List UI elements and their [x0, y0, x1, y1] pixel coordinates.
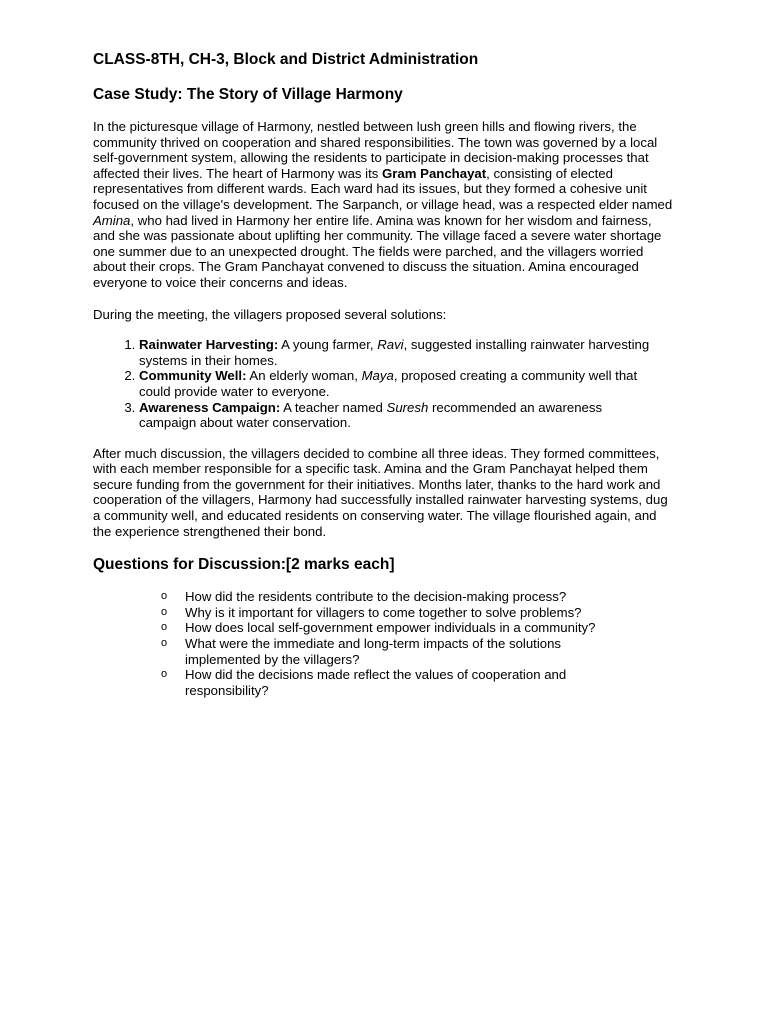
solution-item — [139, 400, 659, 431]
bullet-icon: o — [161, 621, 168, 634]
solution-text: , proposed creating a community well that could provide water to everyone. — [139, 368, 638, 399]
question-text: How did the decisions made reflect the values of cooperation and responsibility? — [185, 667, 567, 698]
questions-heading: Questions for Discussion:[2 marks each] — [93, 556, 395, 574]
solution-item — [139, 337, 659, 368]
solutions-list — [93, 337, 659, 431]
bullet-icon: o — [161, 668, 168, 681]
question-text: Why is it important for villagers to come together to solve problems? — [185, 604, 582, 620]
question-item — [161, 667, 635, 698]
question-item — [161, 620, 635, 636]
aftermath-paragraph: After much discussion, the villagers decided to combine all three ideas. They formed committees, with each member responsible for a specific task. Amina and the Gram Panchayat helped them secure funding from the government for their initiatives. Months later, thanks to the hard work and cooperation of the villagers, Harmony had successfully installed rainwater harvesting systems, dug a community well, and educated residents on conserving water. The village flourished again, and the experience strengthened their bond. — [93, 445, 668, 539]
intro-text-2: , consisting of elected representatives from different wards. Each ward had its issues, but they formed a cohesive unit focused on the village's development. The Sarpanch, or village head, was a respected elder named — [93, 165, 673, 212]
solution-label: Community Well: — [139, 368, 247, 384]
solution-item — [139, 368, 659, 399]
intro-italic-amina: Amina — [93, 212, 131, 228]
question-item — [161, 589, 635, 605]
solution-label: Rainwater Harvesting: — [139, 337, 279, 353]
question-text: How does local self-government empower individuals in a community? — [185, 620, 596, 636]
intro-text-1: In the picturesque village of Harmony, nestled between lush green hills and flowing rivers, the community thrived on cooperation and shared responsibilities. The town was governed by a local self-government system, allowing the residents to participate in decision-making processes that affected their lives. The heart of Harmony was its — [93, 119, 658, 181]
solution-text: A young farmer, — [278, 337, 378, 353]
intro-paragraph — [93, 119, 673, 291]
meeting-lead: During the meeting, the villagers proposed several solutions: — [93, 306, 447, 322]
solution-person: Suresh — [386, 399, 429, 415]
intro-text-3: , who had lived in Harmony her entire life. Amina was known for her wisdom and fairness, and she was passionate about uplifting her community. The village faced a severe water shortage one summer due to an unexpected drought. The fields were parched, and the villagers worried about their crops. The Gram Panchayat convened to discuss the situation. Amina encouraged everyone to voice their concerns and ideas. — [93, 212, 662, 290]
document-page — [93, 51, 683, 698]
bullet-icon: o — [161, 605, 168, 618]
question-item — [161, 636, 635, 667]
solution-text: recommended an awareness campaign about water conservation. — [139, 399, 603, 431]
solution-text: An elderly woman, — [246, 368, 362, 384]
questions-list — [93, 589, 635, 698]
solution-text: A teacher named — [280, 399, 387, 415]
question-text: How did the residents contribute to the decision-making process? — [185, 589, 567, 605]
solution-label: Awareness Campaign: — [139, 399, 281, 415]
solution-person: Maya — [361, 368, 394, 384]
document-title: CLASS-8TH, CH-3, Block and District Administration — [93, 51, 479, 68]
case-study-title: Case Study: The Story of Village Harmony — [93, 86, 403, 103]
question-text: What were the immediate and long-term impacts of the solutions implemented by the villagers? — [185, 636, 562, 667]
intro-bold-gram-panchayat: Gram Panchayat — [382, 165, 487, 181]
bullet-icon: o — [161, 637, 168, 650]
solution-text: , suggested installing rainwater harvesting systems in their homes. — [139, 337, 650, 368]
solution-person: Ravi — [377, 337, 404, 353]
bullet-icon: o — [161, 590, 168, 603]
question-item — [161, 604, 635, 621]
